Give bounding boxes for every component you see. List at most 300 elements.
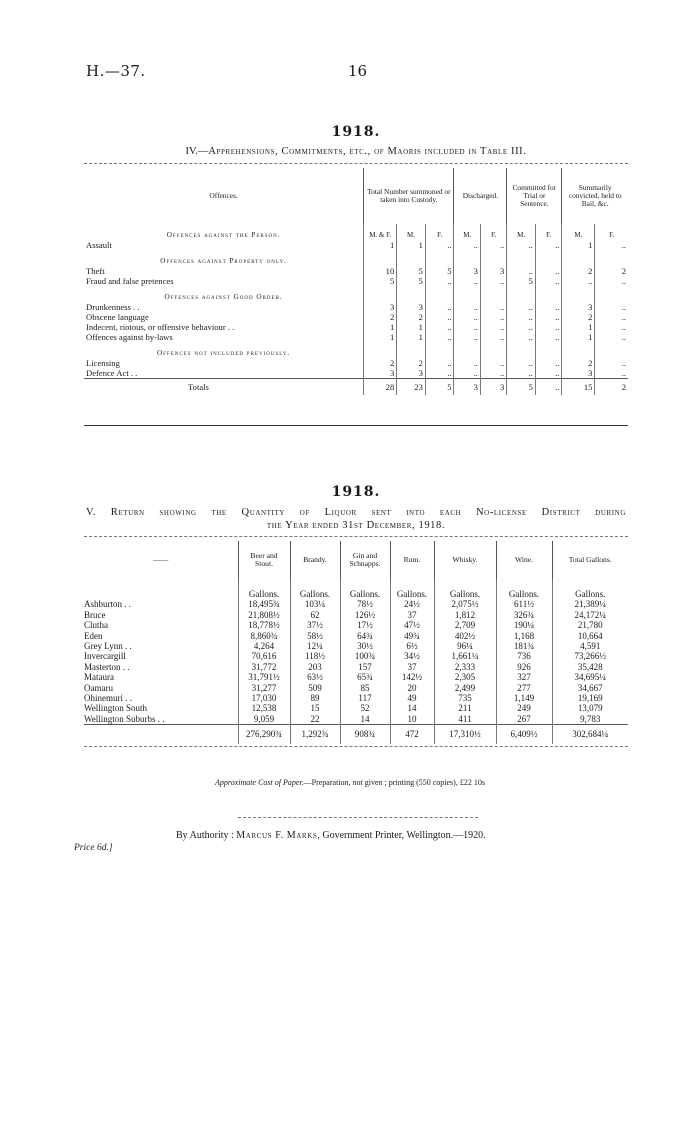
value-cell: 211 (434, 703, 496, 713)
offence-label: Theft (86, 266, 105, 276)
unit-row (84, 579, 628, 599)
totals-row (84, 379, 628, 396)
value-cell: 3 (364, 368, 397, 379)
value-cell: .. (425, 240, 454, 250)
district-name: Wellington Suburbs . . (84, 713, 165, 724)
value-cell: 85 (340, 683, 390, 693)
value-cell: 2 (562, 266, 595, 276)
value-cell: 2 (562, 358, 595, 368)
value-cell: 3 (480, 266, 506, 276)
table4-header-row (84, 168, 628, 224)
value-cell: .. (507, 312, 536, 322)
value-cell: .. (535, 358, 561, 368)
table-row (84, 332, 628, 342)
spacer-cell (535, 342, 561, 358)
value-cell: .. (535, 276, 561, 286)
value-cell: 6½ (390, 641, 434, 651)
value-cell: 1 (562, 322, 595, 332)
table-row (84, 240, 628, 250)
value-cell: 14 (340, 714, 390, 725)
value-cell: 2,709 (434, 620, 496, 630)
value-cell: .. (595, 240, 628, 250)
table4-title-prefix: IV.— (185, 146, 209, 157)
header-blank: —— (153, 554, 169, 564)
offence-name (84, 240, 364, 250)
value-cell: 47½ (390, 620, 434, 630)
value-cell: 3 (454, 266, 480, 276)
document-ref: H.—37. (86, 62, 146, 80)
value-cell: 37 (390, 610, 434, 620)
value-cell: .. (507, 266, 536, 276)
table-row (84, 302, 628, 312)
value-cell: 34½ (390, 651, 434, 661)
value-cell: .. (480, 358, 506, 368)
cost-note (0, 778, 700, 787)
subhead-label: F. (535, 224, 561, 240)
offence-label: Offences against by-laws (86, 332, 173, 342)
value-cell: 5 (364, 276, 397, 286)
value-cell: 10,664 (552, 631, 628, 641)
value-cell: 18,495¾ (238, 599, 290, 609)
district-name: Bruce (84, 609, 106, 620)
value-cell: .. (425, 276, 454, 286)
spacer-cell (507, 250, 536, 266)
subhead-label: M. (507, 224, 536, 240)
unit-cell: Gallons. (390, 579, 434, 599)
value-cell: 49 (390, 693, 434, 703)
district-name: Masterton . . (84, 661, 130, 672)
value-cell: 12¼ (290, 641, 340, 651)
value-cell: 18,778½ (238, 620, 290, 630)
value-cell: 735 (434, 693, 496, 703)
spacer-cell (397, 250, 426, 266)
liquor-return-table (84, 541, 628, 744)
subhead-label: F. (480, 224, 506, 240)
section-row (84, 224, 628, 240)
table-row (84, 641, 628, 651)
value-cell: .. (595, 312, 628, 322)
spacer-cell (364, 342, 397, 358)
value-cell: .. (535, 312, 561, 322)
value-cell: 24½ (390, 599, 434, 609)
value-cell: 35,428 (552, 662, 628, 672)
spacer-cell (507, 286, 536, 302)
total-cell: 276,290¾ (238, 725, 290, 744)
price: Price 6d.] (74, 843, 113, 853)
value-cell: 402½ (434, 631, 496, 641)
value-cell: 78½ (340, 599, 390, 609)
value-cell: 1,812 (434, 610, 496, 620)
value-cell: 37 (390, 662, 434, 672)
value-cell: .. (480, 276, 506, 286)
district-name: Grey Lynn . . (84, 641, 132, 652)
spacer-cell (480, 250, 506, 266)
value-cell: 1,661¼ (434, 651, 496, 661)
table-row (84, 312, 628, 322)
table5-header-row (84, 541, 628, 579)
spacer-cell (562, 250, 595, 266)
unit-cell: Gallons. (290, 579, 340, 599)
value-cell: 103¼ (290, 599, 340, 609)
value-cell: 5 (425, 266, 454, 276)
value-cell: .. (507, 322, 536, 332)
value-cell: 21,780 (552, 620, 628, 630)
value-cell: 267 (496, 714, 552, 725)
offence-label: Indecent, riotous, or offensive behaviour . . (86, 322, 235, 332)
value-cell: 31,791½ (238, 672, 290, 682)
section-row (84, 286, 628, 302)
value-cell: 142½ (390, 672, 434, 682)
value-cell: 9,059 (238, 714, 290, 725)
value-cell: .. (595, 358, 628, 368)
value-cell: .. (425, 302, 454, 312)
value-cell: .. (454, 276, 480, 286)
subhead-label: M. (454, 224, 480, 240)
value-cell: .. (507, 358, 536, 368)
section-row (84, 342, 628, 358)
value-cell: .. (535, 368, 561, 379)
value-cell: 3 (562, 302, 595, 312)
district-name: Ohinemuri . . (84, 693, 132, 704)
value-cell: .. (480, 302, 506, 312)
table5-bottom-rule (84, 746, 628, 747)
maori-apprehensions-table (84, 168, 628, 395)
table-row (84, 266, 628, 276)
value-cell: 8,860¾ (238, 631, 290, 641)
total-cell: 23 (397, 379, 426, 396)
value-cell: .. (425, 332, 454, 342)
value-cell: 3 (397, 302, 426, 312)
value-cell: .. (595, 302, 628, 312)
total-cell: 908¾ (340, 725, 390, 744)
value-cell: 58½ (290, 631, 340, 641)
section-label: Offences against the Person. (166, 231, 281, 239)
value-cell: 2 (562, 312, 595, 322)
table5-head (84, 541, 628, 579)
value-cell: 14 (390, 703, 434, 713)
value-cell: 100¾ (340, 651, 390, 661)
value-cell: .. (595, 332, 628, 342)
value-cell: 3 (397, 368, 426, 379)
total-cell: 6,409½ (496, 725, 552, 744)
section-row (84, 250, 628, 266)
offence-name (84, 266, 364, 276)
section-label: Offences not included previously. (156, 349, 291, 357)
value-cell: .. (454, 332, 480, 342)
header-committed: Committed for Trial or Sentence. (507, 168, 562, 224)
value-cell: 17,030 (238, 693, 290, 703)
table4-top-rule (84, 163, 628, 164)
header-total: Total Number summoned or taken into Custody. (364, 168, 454, 224)
value-cell: 1 (364, 240, 397, 250)
value-cell: .. (535, 332, 561, 342)
value-cell: 1 (364, 332, 397, 342)
value-cell: 15 (290, 703, 340, 713)
value-cell: 5 (397, 276, 426, 286)
spacer-cell (535, 286, 561, 302)
offence-name (84, 276, 364, 286)
table-row (84, 714, 628, 725)
spacer-cell (454, 250, 480, 266)
spacer-cell (595, 342, 628, 358)
value-cell: 49¾ (390, 631, 434, 641)
value-cell: 34,695¼ (552, 672, 628, 682)
district-name: Ashburton . . (84, 599, 131, 610)
table-row (84, 322, 628, 332)
total-cell: 472 (390, 725, 434, 744)
subhead-label: M. (397, 224, 426, 240)
table-row (84, 703, 628, 713)
value-cell: 126½ (340, 610, 390, 620)
value-cell: .. (480, 240, 506, 250)
column-header: Gin and Schnapps. (340, 541, 390, 579)
table4-year: 1918. (331, 124, 381, 140)
value-cell: 1 (397, 332, 426, 342)
value-cell: 249 (496, 703, 552, 713)
value-cell: 31,772 (238, 662, 290, 672)
spacer-cell (480, 286, 506, 302)
header-offences: Offences. (209, 191, 238, 200)
unit-cell: Gallons. (238, 579, 290, 599)
table5-title-line1: V. Return showing the Quantity of Liquor sent into each No-license District during (86, 507, 626, 518)
table-row (84, 599, 628, 609)
value-cell: 30½ (340, 641, 390, 651)
value-cell: 37½ (290, 620, 340, 630)
value-cell: 1 (562, 240, 595, 250)
spacer-cell (535, 250, 561, 266)
value-cell: .. (535, 240, 561, 250)
value-cell: 118½ (290, 651, 340, 661)
value-cell: .. (454, 312, 480, 322)
district-name: Wellington South (84, 703, 148, 714)
header-discharged: Discharged. (454, 168, 507, 224)
offence-label: Defence Act . . (86, 368, 138, 378)
section-label: Offences against Property only. (160, 257, 287, 265)
total-cell: 3 (480, 379, 506, 396)
value-cell: 611½ (496, 599, 552, 609)
table4-head (84, 168, 628, 224)
unit-cell: Gallons. (340, 579, 390, 599)
spacer-cell (425, 286, 454, 302)
spacer-cell (562, 286, 595, 302)
value-cell: 1 (364, 322, 397, 332)
subhead-label: M. & F. (364, 224, 397, 240)
value-cell: .. (480, 322, 506, 332)
column-header: Beer and Stout. (238, 541, 290, 579)
column-header: Rum. (390, 541, 434, 579)
value-cell: 181¾ (496, 641, 552, 651)
table-row (84, 358, 628, 368)
table-row (84, 651, 628, 661)
value-cell: 736 (496, 651, 552, 661)
offence-name (84, 312, 364, 322)
value-cell: .. (480, 312, 506, 322)
subhead-label: F. (595, 224, 628, 240)
spacer-cell (454, 342, 480, 358)
value-cell: 24,172¼ (552, 610, 628, 620)
value-cell: .. (562, 276, 595, 286)
spacer-cell (507, 342, 536, 358)
column-header: Wine. (496, 541, 552, 579)
value-cell: 2 (595, 266, 628, 276)
value-cell: 1 (562, 332, 595, 342)
value-cell: .. (425, 368, 454, 379)
value-cell: 5 (397, 266, 426, 276)
district-name: Oamaru (84, 682, 113, 693)
total-cell: 15 (562, 379, 595, 396)
spacer-cell (480, 342, 506, 358)
value-cell: 157 (340, 662, 390, 672)
offence-name (84, 322, 364, 332)
spacer-cell (595, 286, 628, 302)
authority-name: Marcus F. Marks (236, 830, 318, 841)
value-cell: 190¼ (496, 620, 552, 630)
total-cell: 1,292¾ (290, 725, 340, 744)
value-cell: 2 (397, 358, 426, 368)
spacer-cell (364, 286, 397, 302)
value-cell: 63½ (290, 672, 340, 682)
table4-bottom-rule (84, 425, 628, 426)
value-cell: .. (595, 368, 628, 379)
value-cell: 117 (340, 693, 390, 703)
value-cell: 2,075½ (434, 599, 496, 609)
page-number: 16 (348, 62, 368, 80)
value-cell: .. (425, 358, 454, 368)
offence-label: Obscene language (86, 312, 149, 322)
value-cell: 5 (507, 276, 536, 286)
district-name: Clutha (84, 620, 108, 631)
value-cell: 70,616 (238, 651, 290, 661)
value-cell: 926 (496, 662, 552, 672)
table4-title-text: Apprehensions, Commitments, etc., of Maoris included in Table III. (208, 146, 527, 157)
spacer-cell (425, 342, 454, 358)
total-cell: 5 (507, 379, 536, 396)
value-cell: .. (507, 368, 536, 379)
value-cell: .. (535, 322, 561, 332)
table-row (84, 672, 628, 682)
value-cell: 10 (364, 266, 397, 276)
value-cell: 34,667 (552, 683, 628, 693)
offence-label: Licensing (86, 358, 120, 368)
value-cell: .. (535, 266, 561, 276)
spacer-cell (425, 250, 454, 266)
value-cell: 2 (364, 358, 397, 368)
spacer-cell (397, 286, 426, 302)
value-cell: 1,168 (496, 631, 552, 641)
table4-body (84, 224, 628, 395)
column-header: Brandy. (290, 541, 340, 579)
spacer-cell (397, 342, 426, 358)
spacer-cell (84, 579, 238, 599)
total-cell: 17,310½ (434, 725, 496, 744)
value-cell: 1 (397, 322, 426, 332)
cost-label: Approximate Cost of Paper. (215, 778, 304, 787)
spacer-cell (84, 725, 238, 744)
value-cell: .. (507, 240, 536, 250)
unit-cell: Gallons. (496, 579, 552, 599)
value-cell: .. (507, 302, 536, 312)
value-cell: 64¾ (340, 631, 390, 641)
value-cell: 327 (496, 672, 552, 682)
value-cell: 277 (496, 683, 552, 693)
table-row (84, 368, 628, 379)
value-cell: 509 (290, 683, 340, 693)
value-cell: 21,808½ (238, 610, 290, 620)
value-cell: .. (454, 358, 480, 368)
table-row (84, 620, 628, 630)
value-cell: .. (595, 322, 628, 332)
table5-top-rule (84, 536, 628, 537)
value-cell: 203 (290, 662, 340, 672)
authority-line (176, 830, 486, 841)
value-cell: 2,499 (434, 683, 496, 693)
total-cell: 302,684¼ (552, 725, 628, 744)
table-row (84, 683, 628, 693)
table5-year: 1918. (331, 484, 381, 500)
column-header: Total Gallons. (552, 541, 628, 579)
table-row (84, 610, 628, 620)
offence-name (84, 358, 364, 368)
total-cell: 3 (454, 379, 480, 396)
offence-name (84, 368, 364, 379)
value-cell: 89 (290, 693, 340, 703)
value-cell: 4,264 (238, 641, 290, 651)
total-cell: 28 (364, 379, 397, 396)
value-cell: .. (454, 368, 480, 379)
totals-row (84, 725, 628, 744)
value-cell: 9,783 (552, 714, 628, 725)
value-cell: 62 (290, 610, 340, 620)
unit-cell: Gallons. (552, 579, 628, 599)
table-row (84, 276, 628, 286)
offence-label: Fraud and false pretences (86, 276, 174, 286)
header-summarily: Summarily convicted, held to Bail, &c. (562, 168, 628, 224)
value-cell: 21,389¼ (552, 599, 628, 609)
value-cell: 31,277 (238, 683, 290, 693)
table-row (84, 631, 628, 641)
total-cell: 5 (425, 379, 454, 396)
value-cell: .. (595, 276, 628, 286)
offence-name (84, 302, 364, 312)
authority-prefix: By Authority : (176, 830, 234, 841)
value-cell: 19,169 (552, 693, 628, 703)
value-cell: 73,266½ (552, 651, 628, 661)
value-cell: .. (535, 302, 561, 312)
table-row (84, 693, 628, 703)
value-cell: .. (480, 332, 506, 342)
offence-label: Drunkenness . . (86, 302, 140, 312)
table4-title (0, 146, 700, 157)
district-name: Eden (84, 630, 103, 641)
table5-title-line2: the Year ended 31st December, 1918. (266, 520, 446, 531)
value-cell: 326¾ (496, 610, 552, 620)
value-cell: .. (454, 302, 480, 312)
value-cell: .. (454, 240, 480, 250)
value-cell: 20 (390, 683, 434, 693)
total-cell: 2 (595, 379, 628, 396)
value-cell: 2 (364, 312, 397, 322)
subhead-label: F. (425, 224, 454, 240)
district-name: Invercargill (84, 651, 126, 662)
value-cell: 17½ (340, 620, 390, 630)
value-cell: .. (425, 322, 454, 332)
value-cell: .. (480, 368, 506, 379)
value-cell: 22 (290, 714, 340, 725)
value-cell: .. (507, 332, 536, 342)
total-cell: .. (535, 379, 561, 396)
value-cell: 1 (397, 240, 426, 250)
table-row (84, 662, 628, 672)
